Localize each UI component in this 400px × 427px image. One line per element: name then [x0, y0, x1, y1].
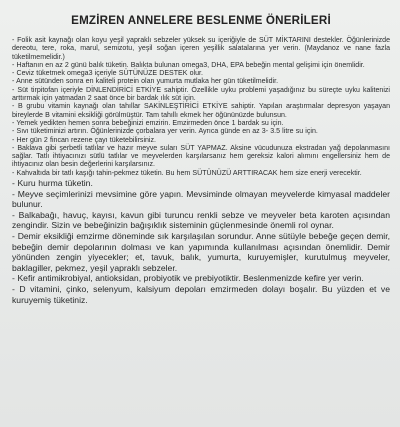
- advice-item: - Ceviz tüketmek omega3 içeriyle SÜTÜNÜZE DESTEK olur.: [12, 70, 203, 78]
- advice-item: - Kefir antimikrobiyal, antioksidan, probiyotik ve prebiyotiktir. Beslenmenizde kefire yer verin.: [12, 273, 364, 284]
- advice-item: - Her gün 2 fincan rezene çayı tüketebilirsiniz.: [12, 136, 156, 144]
- advice-item: - Baklava gibi şerbetli tatlılar ve hazır meyve suları SÜT YAPMAZ. Aksine vücudunuza ekstradan yağ depolanmasını sağlar. Tatlı ihtiyacınızı sütlü tatlılar ve meyvelerden karşılarsanız hem gereksiz kalori alımını engellersiniz hem de ihtiyacınız olan besin değerlerini karşılarsınız.: [12, 144, 390, 169]
- advice-item: - Kuru hurma tüketin.: [12, 178, 93, 189]
- advice-item: - Balkabağı, havuç, kayısı, kavun gibi turuncu renkli sebze ve meyveler beta karoten açısından zengindir. Sizin ve bebeğinizin bağışıklık sisteminin güçlenmesinde önemli rol oynar.: [12, 209, 390, 231]
- advice-item: - Süt tirpitofan içeriyle DİNLENDİRİCİ ETKİYE sahiptir. Özellikle uyku problemi yaşadığınız bu süreçte uyku kalitenizi arttırmak için yatmadan 2 saat önce bir bardak ılık süt için.: [12, 86, 390, 103]
- advice-item: - B grubu vitamin kaynağı olan tahıllar SAKİNLEŞTİRİCİ ETKİYE sahiptir. Yapılan araştırmalar depresyon yaşayan bireylerde B vitamini eksikliği görülmüştür. Tam tahıllı ekmek her öğününüzde bulunsun.: [12, 103, 390, 119]
- advice-item: - Folik asit kaynağı olan koyu yeşil yapraklı sebzeler yüksek su içeriğiyle de SÜT MİKTARINI destekler. Öğünlerinizde dereotu, tere, roka, marul, semizotu, yeşil soğan içeren yeşillik salatalarına yer verin. (Maydanoz ve nane fazla tüketilmemelidir.): [12, 37, 390, 61]
- advice-item: - D vitamini, çinko, selenyum, kalsiyum depoları emzirmeden dolayı boşalır. Bu yüzden et ve kuruyemiş tüketiniz.: [12, 283, 390, 305]
- advice-item: - Haftanın en az 2 günü balık tüketin. Balıkta bulunan omega3, DHA, EPA bebeğin mental gelişimi için önemlidir.: [12, 61, 365, 69]
- advice-list: [12, 37, 390, 305]
- advice-item: - Demir eksikliği emzirme döneminde sık karşılaşılan sorundur. Anne sütüyle bebeğe geçen demir, bebeğin demir depolarının dolması ve kan yapımında kullanılması açısından önemlidir. Demir yönünden zengin yiyecekler; et, tavuk, balık, yumurta, kuruyemişler, kurutulmuş meyveler, baklagiller, pekmez, yeşil yapraklı sebzeler.: [12, 231, 390, 273]
- advice-item: - Sıvı tüketiminizi artırın. Öğünlerinizde çorbalara yer verin. Ayrıca günde en az 3- 3.5 litre su için.: [12, 128, 318, 136]
- advice-item: - Yemek yedikten hemen sonra bebeğinizi emzirin. Emzirmeden önce 1 bardak su için.: [12, 119, 284, 127]
- advice-item: - Meyve seçimlerinizi mevsimine göre yapın. Mevsiminde olmayan meyvelerde kimyasal maddeler bulunur.: [12, 188, 390, 210]
- advice-item: - Kahvaltıda bir tatlı kaşığı tahin-pekmez tüketin. Bu hem SÜTÜNÜZÜ ARTTIRACAK hem size enerji verecektir.: [12, 169, 362, 177]
- advice-item: - Anne sütünden sonra en kaliteli protein olan yumurta mutlaka her gün tüketilmelidir.: [12, 78, 279, 86]
- document-title: EMZİREN ANNELERE BESLENME ÖNERİLERİ: [71, 14, 331, 27]
